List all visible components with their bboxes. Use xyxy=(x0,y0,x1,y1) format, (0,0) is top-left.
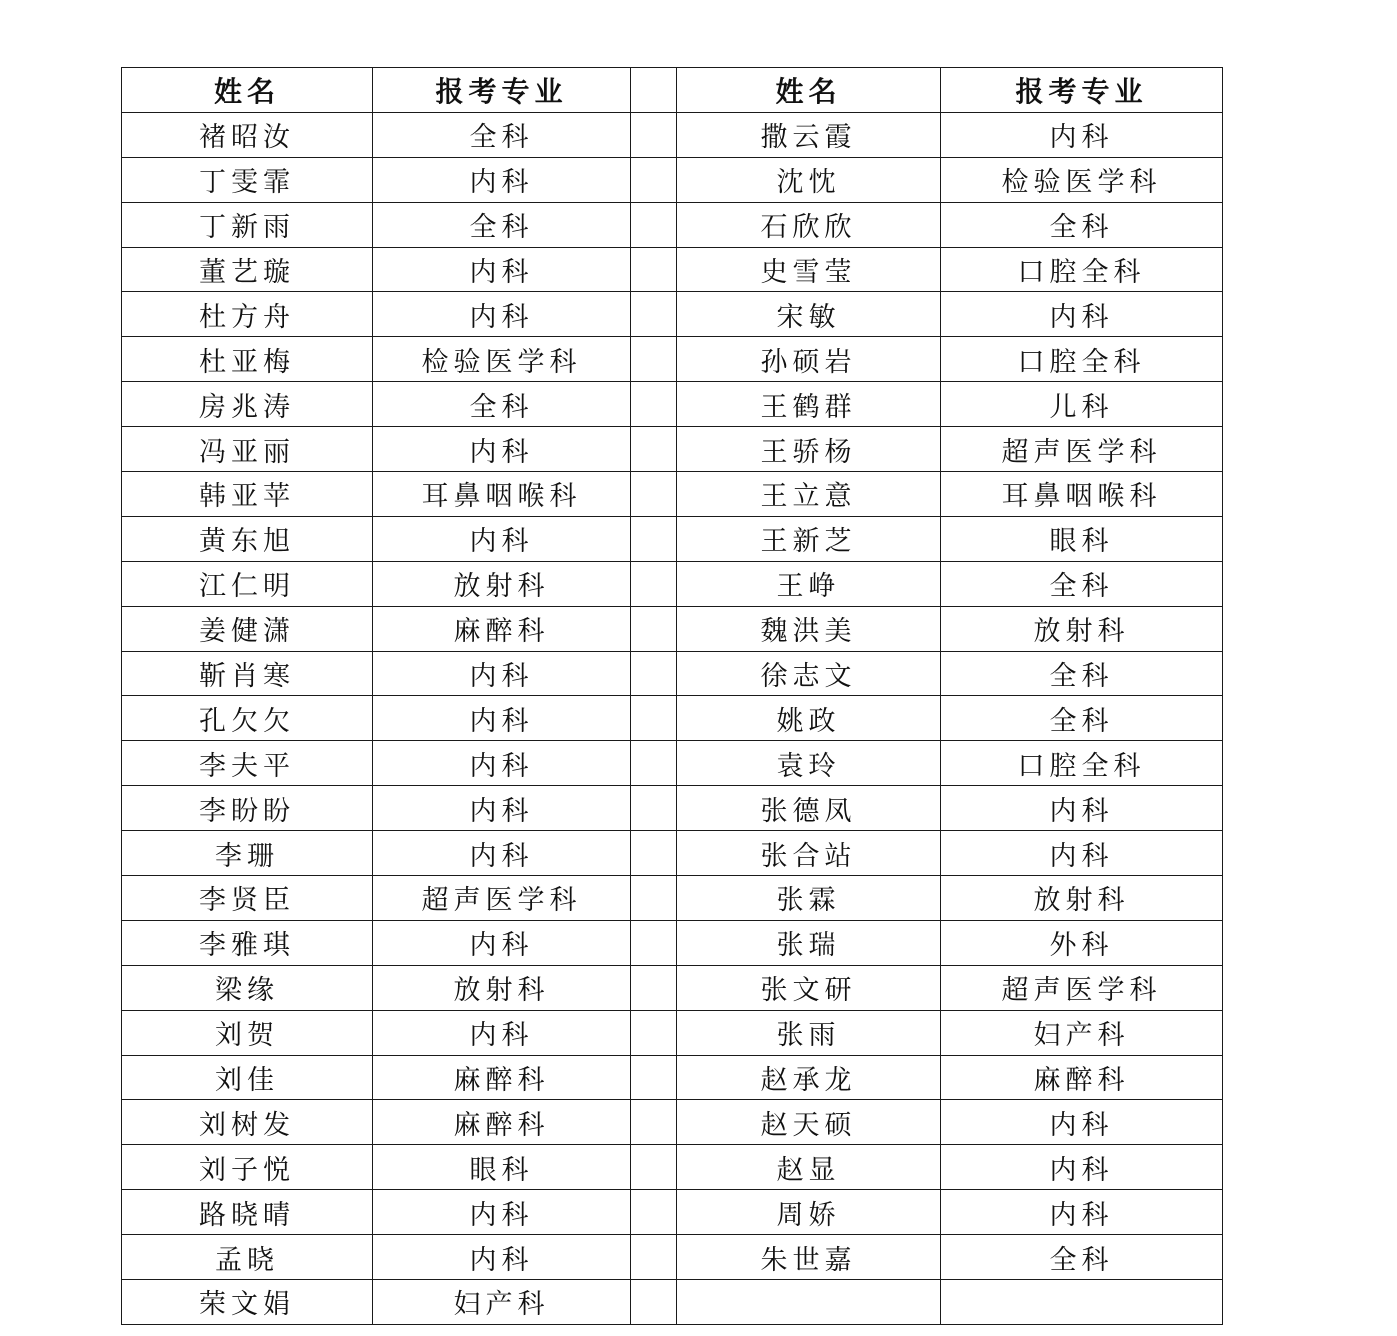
name-cell-left: 梁缘 xyxy=(122,965,373,1010)
name-cell-left: 丁雯霏 xyxy=(122,157,373,202)
name-cell-left: 李盼盼 xyxy=(122,786,373,831)
name-cell-right: 沈忱 xyxy=(677,157,941,202)
table-row xyxy=(122,1145,1223,1190)
specialty-cell-left: 全科 xyxy=(373,382,631,427)
header-gap xyxy=(631,68,677,113)
table-row xyxy=(122,112,1223,157)
gap-cell xyxy=(631,831,677,876)
gap-cell xyxy=(631,920,677,965)
name-cell-right: 张德凤 xyxy=(677,786,941,831)
name-cell-right: 王峥 xyxy=(677,561,941,606)
name-cell-right: 赵天硕 xyxy=(677,1100,941,1145)
table-row xyxy=(122,1055,1223,1100)
name-cell-left: 李贤臣 xyxy=(122,876,373,921)
table-row xyxy=(122,741,1223,786)
header-specialty-right: 报考专业 xyxy=(941,68,1223,113)
table-row xyxy=(122,606,1223,651)
specialty-cell-left: 内科 xyxy=(373,786,631,831)
specialty-cell-right: 全科 xyxy=(941,202,1223,247)
name-cell-left: 杜方舟 xyxy=(122,292,373,337)
name-cell-right: 袁玲 xyxy=(677,741,941,786)
specialty-cell-left: 内科 xyxy=(373,247,631,292)
specialty-cell-right: 外科 xyxy=(941,920,1223,965)
name-cell-right: 魏洪美 xyxy=(677,606,941,651)
specialty-cell-left: 内科 xyxy=(373,696,631,741)
specialty-cell-right: 口腔全科 xyxy=(941,337,1223,382)
specialty-cell-left: 内科 xyxy=(373,516,631,561)
header-name-right: 姓名 xyxy=(677,68,941,113)
gap-cell xyxy=(631,247,677,292)
gap-cell xyxy=(631,1235,677,1280)
gap-cell xyxy=(631,876,677,921)
specialty-cell-right: 检验医学科 xyxy=(941,157,1223,202)
name-cell-right: 史雪莹 xyxy=(677,247,941,292)
specialty-cell-right: 内科 xyxy=(941,1145,1223,1190)
specialty-cell-right: 放射科 xyxy=(941,606,1223,651)
table-row xyxy=(122,561,1223,606)
specialty-cell-left: 眼科 xyxy=(373,1145,631,1190)
specialty-cell-left: 内科 xyxy=(373,1190,631,1235)
gap-cell xyxy=(631,1055,677,1100)
table-row xyxy=(122,337,1223,382)
table-row xyxy=(122,1010,1223,1055)
name-cell-right: 张瑞 xyxy=(677,920,941,965)
table-row xyxy=(122,516,1223,561)
table-row xyxy=(122,786,1223,831)
specialty-cell-left: 检验医学科 xyxy=(373,337,631,382)
specialty-cell-left: 内科 xyxy=(373,427,631,472)
specialty-cell-left: 内科 xyxy=(373,1010,631,1055)
gap-cell xyxy=(631,1145,677,1190)
specialty-cell-left: 内科 xyxy=(373,1235,631,1280)
gap-cell xyxy=(631,112,677,157)
specialty-cell-right: 麻醉科 xyxy=(941,1055,1223,1100)
name-cell-left: 黄东旭 xyxy=(122,516,373,561)
gap-cell xyxy=(631,651,677,696)
gap-cell xyxy=(631,741,677,786)
gap-cell xyxy=(631,696,677,741)
gap-cell xyxy=(631,1280,677,1325)
specialty-cell-right: 全科 xyxy=(941,651,1223,696)
gap-cell xyxy=(631,786,677,831)
gap-cell xyxy=(631,337,677,382)
gap-cell xyxy=(631,561,677,606)
table-row xyxy=(122,247,1223,292)
gap-cell xyxy=(631,292,677,337)
name-cell-right: 孙硕岩 xyxy=(677,337,941,382)
table-row xyxy=(122,1190,1223,1235)
table-row xyxy=(122,965,1223,1010)
specialty-cell-right: 妇产科 xyxy=(941,1010,1223,1055)
gap-cell xyxy=(631,965,677,1010)
name-cell-right: 王新芝 xyxy=(677,516,941,561)
specialty-cell-right: 超声医学科 xyxy=(941,427,1223,472)
name-cell-left: 刘子悦 xyxy=(122,1145,373,1190)
specialty-cell-left: 妇产科 xyxy=(373,1280,631,1325)
table-row xyxy=(122,292,1223,337)
gap-cell xyxy=(631,157,677,202)
specialty-cell-right xyxy=(941,1280,1223,1325)
specialty-cell-left: 内科 xyxy=(373,157,631,202)
specialty-cell-left: 内科 xyxy=(373,920,631,965)
gap-cell xyxy=(631,427,677,472)
table-row xyxy=(122,472,1223,517)
specialty-cell-right: 眼科 xyxy=(941,516,1223,561)
specialty-cell-left: 耳鼻咽喉科 xyxy=(373,472,631,517)
specialty-cell-right: 内科 xyxy=(941,1100,1223,1145)
name-cell-right: 张合站 xyxy=(677,831,941,876)
name-cell-right: 撒云霞 xyxy=(677,112,941,157)
specialty-cell-right: 内科 xyxy=(941,786,1223,831)
specialty-cell-left: 内科 xyxy=(373,292,631,337)
name-cell-right: 石欣欣 xyxy=(677,202,941,247)
table-row xyxy=(122,382,1223,427)
name-cell-right: 王立意 xyxy=(677,472,941,517)
name-cell-right: 张文研 xyxy=(677,965,941,1010)
name-cell-left: 董艺璇 xyxy=(122,247,373,292)
specialty-cell-right: 内科 xyxy=(941,292,1223,337)
specialty-cell-right: 放射科 xyxy=(941,876,1223,921)
name-cell-left: 荣文娟 xyxy=(122,1280,373,1325)
specialty-cell-right: 超声医学科 xyxy=(941,965,1223,1010)
name-cell-right: 周娇 xyxy=(677,1190,941,1235)
specialty-cell-right: 全科 xyxy=(941,1235,1223,1280)
table-row xyxy=(122,1100,1223,1145)
name-cell-right: 张雨 xyxy=(677,1010,941,1055)
header-specialty-left: 报考专业 xyxy=(373,68,631,113)
name-cell-left: 孟晓 xyxy=(122,1235,373,1280)
name-cell-right: 王骄杨 xyxy=(677,427,941,472)
name-cell-right xyxy=(677,1280,941,1325)
header-name-left: 姓名 xyxy=(122,68,373,113)
specialty-cell-right: 口腔全科 xyxy=(941,247,1223,292)
specialty-cell-left: 麻醉科 xyxy=(373,1100,631,1145)
specialty-cell-left: 放射科 xyxy=(373,561,631,606)
gap-cell xyxy=(631,1190,677,1235)
name-cell-left: 李雅琪 xyxy=(122,920,373,965)
specialty-cell-right: 内科 xyxy=(941,831,1223,876)
specialty-cell-left: 放射科 xyxy=(373,965,631,1010)
name-cell-left: 李夫平 xyxy=(122,741,373,786)
name-cell-left: 孔欠欠 xyxy=(122,696,373,741)
header-row xyxy=(122,68,1223,113)
table-row xyxy=(122,1280,1223,1325)
name-cell-left: 杜亚梅 xyxy=(122,337,373,382)
specialty-cell-right: 口腔全科 xyxy=(941,741,1223,786)
name-cell-right: 徐志文 xyxy=(677,651,941,696)
specialty-cell-left: 麻醉科 xyxy=(373,606,631,651)
gap-cell xyxy=(631,1100,677,1145)
name-cell-left: 冯亚丽 xyxy=(122,427,373,472)
specialty-cell-right: 全科 xyxy=(941,696,1223,741)
name-cell-right: 赵承龙 xyxy=(677,1055,941,1100)
name-cell-left: 刘树发 xyxy=(122,1100,373,1145)
name-cell-left: 李珊 xyxy=(122,831,373,876)
table-row xyxy=(122,920,1223,965)
table-row xyxy=(122,1235,1223,1280)
table-row xyxy=(122,651,1223,696)
gap-cell xyxy=(631,606,677,651)
table-row xyxy=(122,831,1223,876)
name-cell-right: 朱世嘉 xyxy=(677,1235,941,1280)
roster-table xyxy=(121,67,1223,1325)
table-row xyxy=(122,157,1223,202)
table-row xyxy=(122,696,1223,741)
name-cell-right: 宋敏 xyxy=(677,292,941,337)
table-row xyxy=(122,876,1223,921)
specialty-cell-left: 内科 xyxy=(373,831,631,876)
specialty-cell-left: 全科 xyxy=(373,202,631,247)
specialty-cell-right: 全科 xyxy=(941,561,1223,606)
name-cell-left: 路晓晴 xyxy=(122,1190,373,1235)
specialty-cell-left: 内科 xyxy=(373,741,631,786)
specialty-cell-left: 全科 xyxy=(373,112,631,157)
name-cell-right: 姚政 xyxy=(677,696,941,741)
specialty-cell-right: 内科 xyxy=(941,112,1223,157)
name-cell-left: 姜健潇 xyxy=(122,606,373,651)
gap-cell xyxy=(631,1010,677,1055)
table-row xyxy=(122,202,1223,247)
name-cell-left: 刘贺 xyxy=(122,1010,373,1055)
roster-body xyxy=(122,112,1223,1324)
table-row xyxy=(122,427,1223,472)
gap-cell xyxy=(631,516,677,561)
specialty-cell-right: 耳鼻咽喉科 xyxy=(941,472,1223,517)
name-cell-left: 丁新雨 xyxy=(122,202,373,247)
name-cell-left: 褚昭汝 xyxy=(122,112,373,157)
gap-cell xyxy=(631,472,677,517)
name-cell-right: 赵显 xyxy=(677,1145,941,1190)
specialty-cell-right: 儿科 xyxy=(941,382,1223,427)
specialty-cell-left: 内科 xyxy=(373,651,631,696)
gap-cell xyxy=(631,202,677,247)
name-cell-left: 韩亚苹 xyxy=(122,472,373,517)
name-cell-left: 房兆涛 xyxy=(122,382,373,427)
name-cell-left: 靳肖寒 xyxy=(122,651,373,696)
specialty-cell-right: 内科 xyxy=(941,1190,1223,1235)
name-cell-left: 江仁明 xyxy=(122,561,373,606)
specialty-cell-left: 超声医学科 xyxy=(373,876,631,921)
name-cell-right: 张霖 xyxy=(677,876,941,921)
name-cell-right: 王鹤群 xyxy=(677,382,941,427)
gap-cell xyxy=(631,382,677,427)
name-cell-left: 刘佳 xyxy=(122,1055,373,1100)
specialty-cell-left: 麻醉科 xyxy=(373,1055,631,1100)
